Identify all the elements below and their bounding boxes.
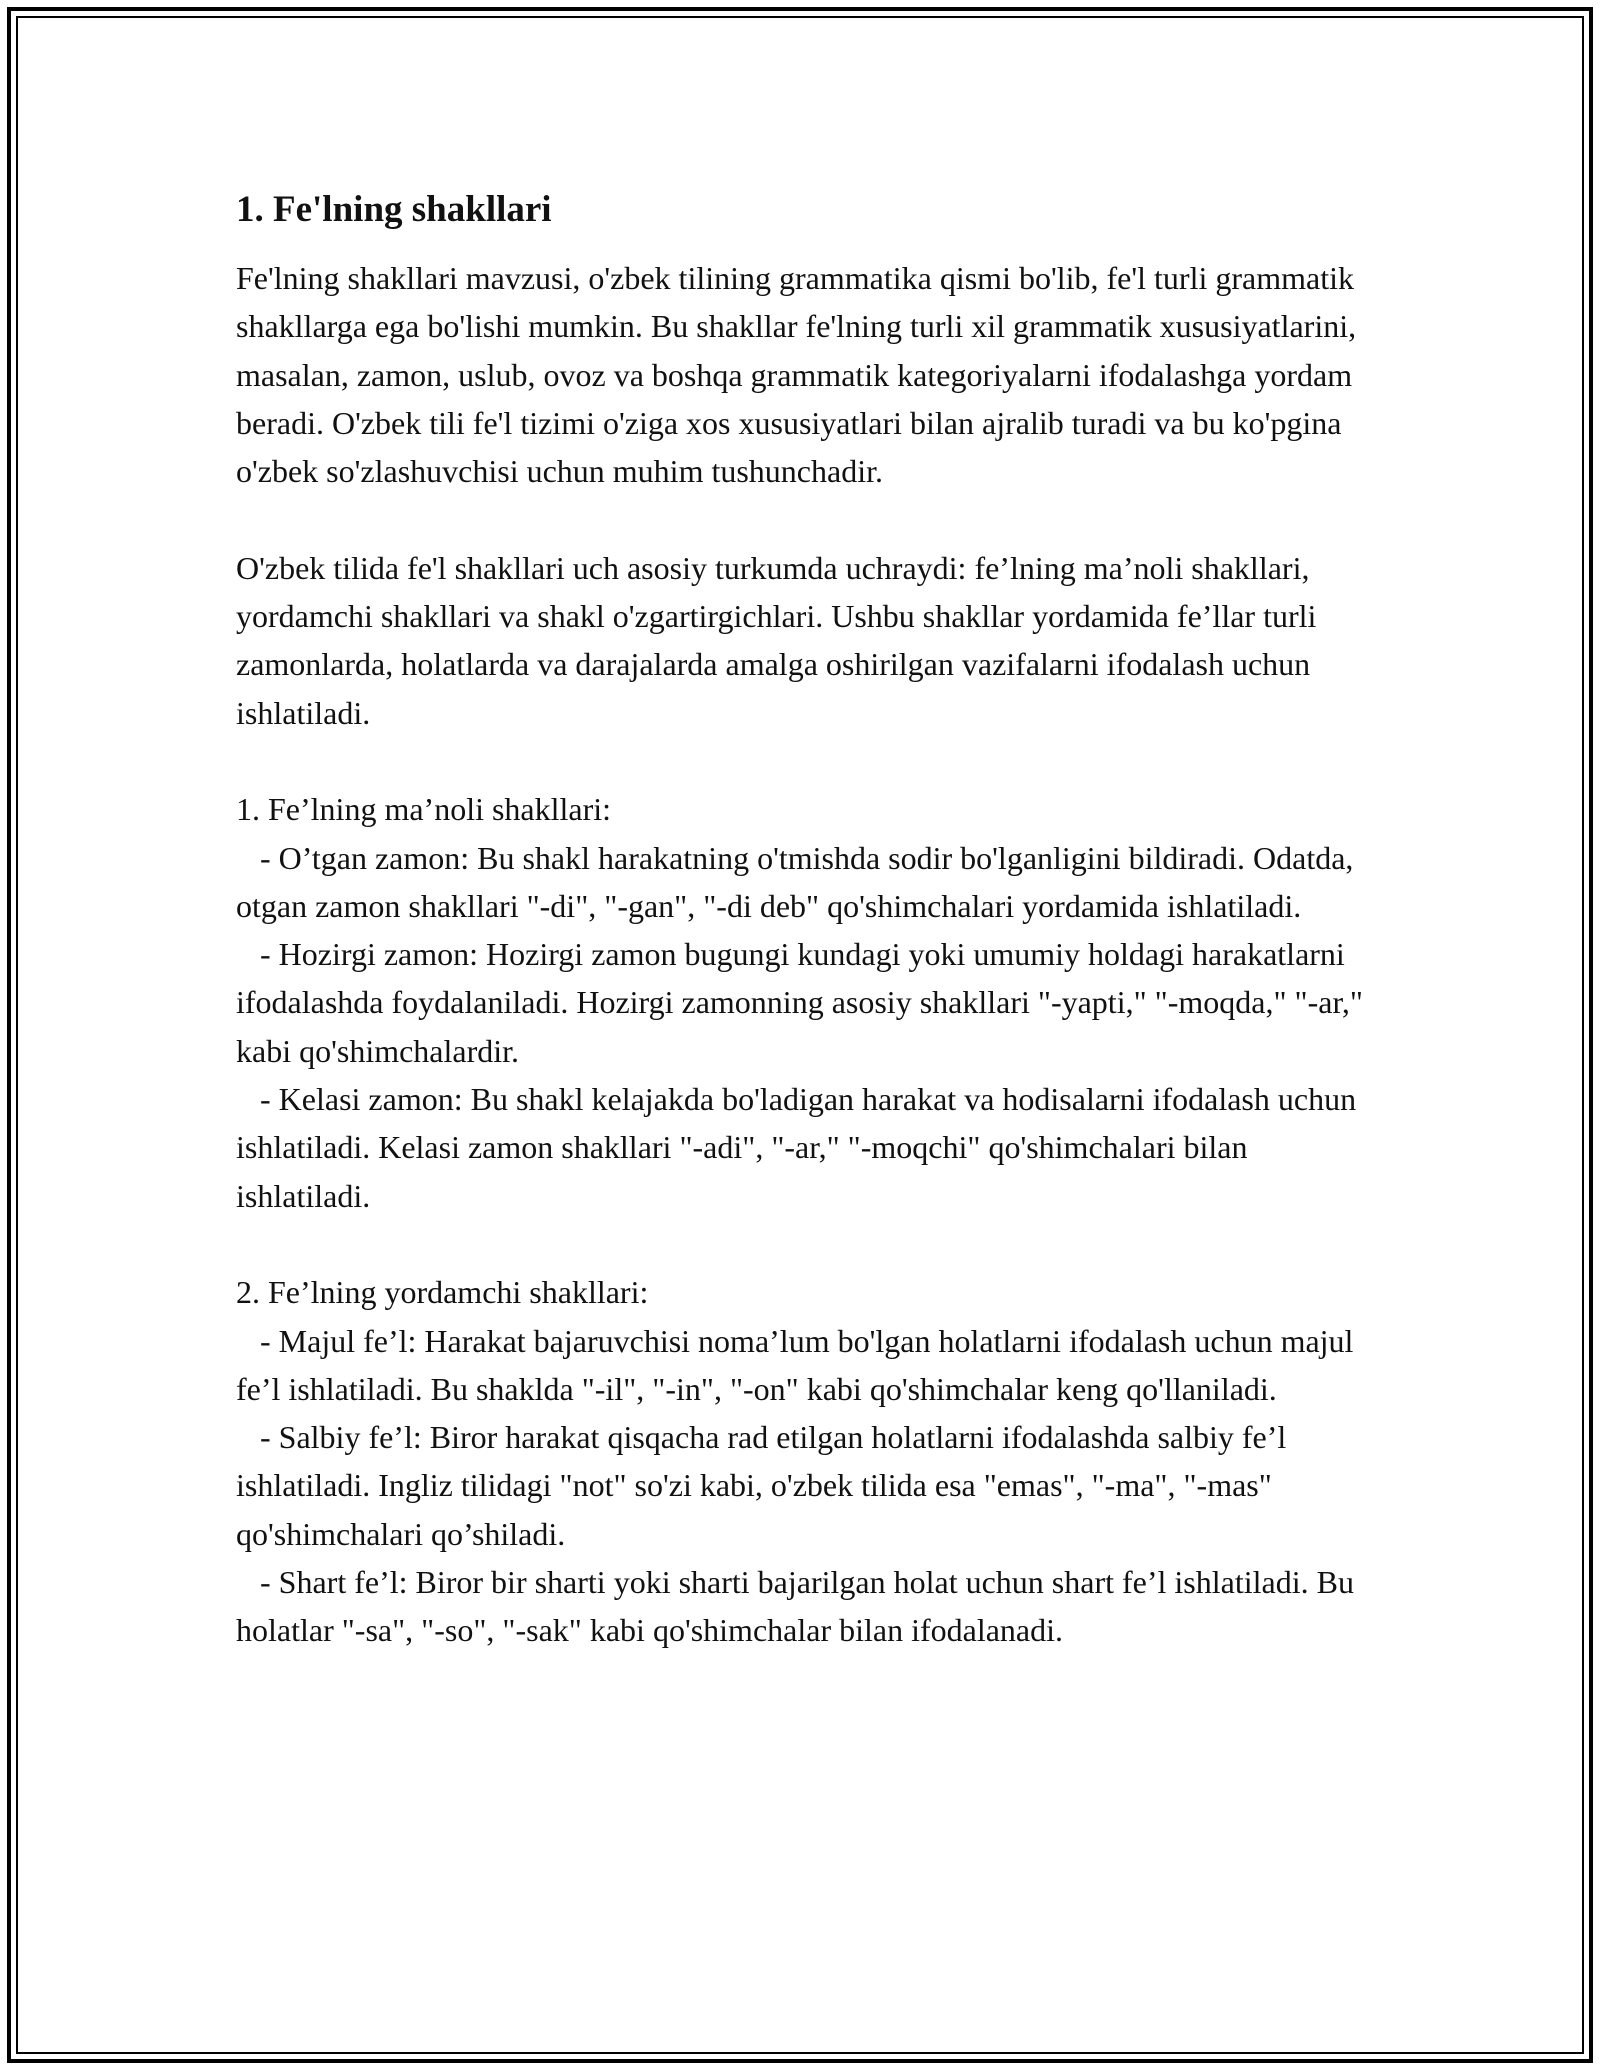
paragraph-spacer xyxy=(236,495,1376,543)
list-item-future-tense: - Kelasi zamon: Bu shakl kelajakda bo'ladigan harakat va hodisalarni ifodalash uchun ishlatiladi. Kelasi zamon shakllari "-adi", "-ar," "-moqchi" qo'shimchalari bilan ishlatiladi. xyxy=(236,1081,1365,1214)
paragraph-spacer xyxy=(236,1220,1376,1268)
intro-paragraph: Fe'lning shakllari mavzusi, o'zbek tilining grammatika qismi bo'lib, fe'l turli grammatik shakllarga ega bo'lishi mumkin. Bu shakllar fe'lning turli xil grammatik xususiyatlarini, masalan, zamon, uslub, ovoz va boshqa grammatik kategoriyalarni ifodalashga yordam beradi. O'zbek tili fe'l tizimi o'ziga xos xususiyatlari bilan ajralib turadi va bu ko'pgina o'zbek so'zlashuvchisi uchun muhim tushunchadir. xyxy=(236,260,1365,490)
section2-title: 2. Fe’lning yordamchi shakllari: xyxy=(236,1274,649,1311)
list-item-past-tense: - O’tgan zamon: Bu shakl harakatning o'tmishda sodir bo'lganligini bildiradi. Odatda, otgan zamon shakllari "-di", "-gan", "-di deb" qo'shimchalari yordamida ishlatiladi. xyxy=(236,839,1362,924)
list-item-present-tense: - Hozirgi zamon: Hozirgi zamon bugungi kundagi yoki umumiy holdagi harakatlarni ifodalashda foydalaniladi. Hozirgi zamonning asosiy shakllari "-yapti," "-moqda," "-ar," kabi qo'shimchalardir. xyxy=(236,936,1371,1069)
section-heading: 1. Fe'lning shakllari xyxy=(236,189,552,230)
paragraph-spacer xyxy=(236,737,1376,785)
list-item-negative-verb: - Salbiy fe’l: Biror harakat qisqacha rad etilgan holatlarni ifodalashda salbiy fe’l ishlatiladi. Ingliz tilidagi "not" so'zi kabi, o'zbek tilida esa "emas", "-ma", "-mas" qo'shimchalari qo’shiladi. xyxy=(236,1419,1295,1552)
section1-title: 1. Fe’lning ma’noli shakllari: xyxy=(236,791,612,828)
overview-paragraph: O'zbek tilida fe'l shakllari uch asosiy turkumda uchraydi: fe’lning ma’noli shakllari, yordamchi shakllari va shakl o'zgartirgichlari. Ushbu shakllar yordamida fe’llar turli zamonlarda, holatlarda va darajalarda amalga oshirilgan vazifalarni ifodalash uchun ishlatiladi. xyxy=(236,549,1325,731)
document-body xyxy=(236,186,1376,1655)
list-item-passive-verb: - Majul fe’l: Harakat bajaruvchisi noma’lum bo'lgan holatlarni ifodalash uchun majul fe’l ishlatiladi. Bu shaklda "-il", "-in", "-on" kabi qo'shimchalar keng qo'llaniladi. xyxy=(236,1322,1362,1407)
list-item-conditional-verb: - Shart fe’l: Biror bir sharti yoki sharti bajarilgan holat uchun shart fe’l ishlatiladi. Bu holatlar "-sa", "-so", "-sak" kabi qo'shimchalar bilan ifodalanadi. xyxy=(236,1564,1362,1649)
